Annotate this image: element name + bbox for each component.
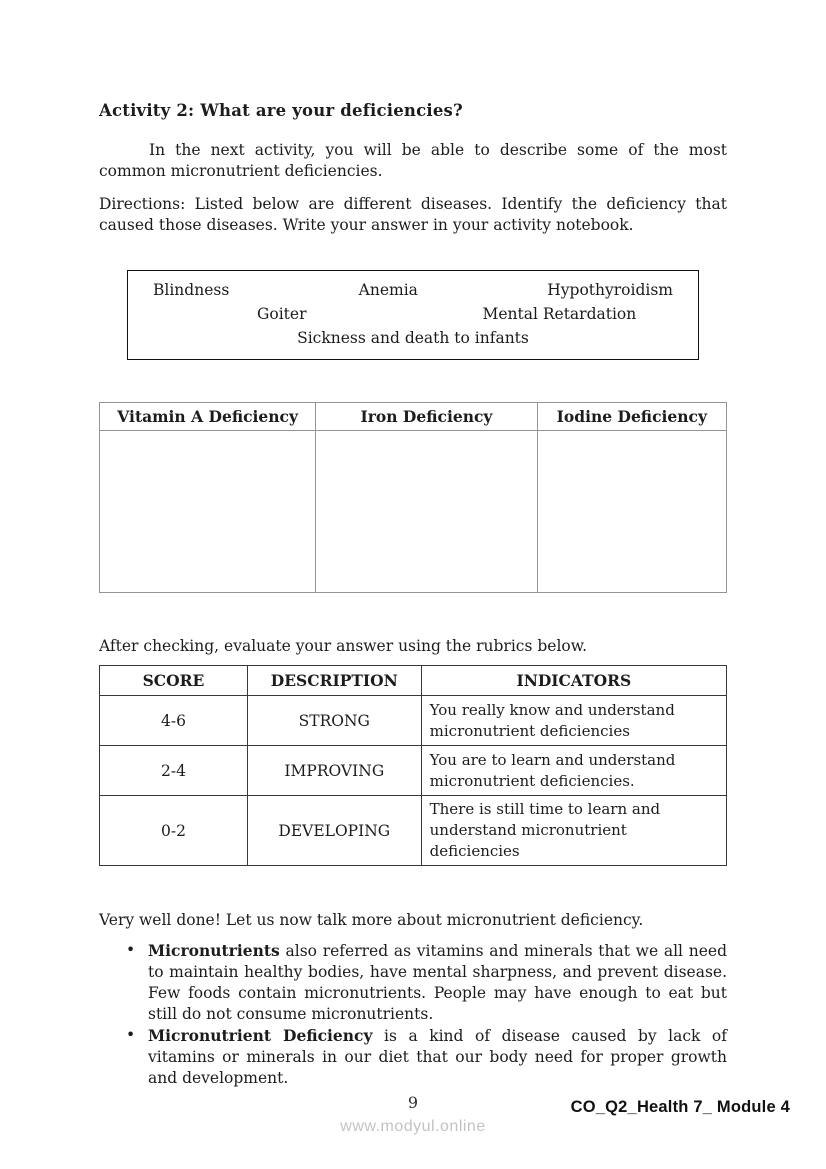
rubric-indicators-cell: You are to learn and understand micronutrient deficiencies.: [421, 746, 726, 796]
discussion-bullet-list: [99, 940, 727, 1089]
bullet-text-micronutrient-deficiency: [148, 1025, 727, 1089]
answer-table-header-row: [100, 403, 727, 431]
rubric-row-strong: [100, 696, 727, 746]
answer-table-body-row: [100, 431, 727, 593]
rubric-score-cell: 0-2: [100, 796, 248, 866]
discussion-lead: Very well done! Let us now talk more about micronutrient deficiency.: [99, 911, 644, 929]
rubric-row-developing: [100, 796, 727, 866]
bullet-icon: •: [126, 1026, 136, 1044]
bullet-text-micronutrients: [148, 940, 727, 1025]
bullet-body-text: is a kind of disease caused by lack of vitamins or minerals in our diet that our body need for proper growth and development.: [148, 1027, 727, 1087]
word-bank-item-mental-retardation: Mental Retardation: [482, 305, 637, 323]
rubric-row-improving: [100, 746, 727, 796]
page-number: 9: [407, 1093, 419, 1112]
rubric-header-description: DESCRIPTION: [247, 666, 421, 696]
page-content: [99, 0, 727, 1089]
rubric-indicators-cell: There is still time to learn and understand micronutrient deficiencies: [421, 796, 726, 866]
word-bank-item-blindness: Blindness: [153, 281, 230, 299]
bullet-icon: •: [126, 941, 136, 959]
deficiency-answer-table: [99, 402, 727, 593]
answer-cell-vitamin-a: [100, 431, 316, 593]
word-bank-item-sickness: Sickness and death to infants: [297, 329, 529, 347]
term-micronutrient-deficiency: Micronutrient Deficiency: [148, 1026, 373, 1045]
directions-paragraph: Directions: Listed below are different diseases. Identify the deficiency that caused those diseases. Write your answer in your activity notebook.: [99, 195, 727, 234]
term-micronutrients: Micronutrients: [148, 941, 280, 960]
module-label: CO_Q2_Health 7_ Module 4: [570, 1098, 790, 1116]
word-bank-row-1: [153, 278, 673, 302]
rubric-header-indicators: INDICATORS: [421, 666, 726, 696]
word-bank-row-3: [153, 326, 673, 350]
word-bank-box: [127, 270, 699, 360]
activity-title: Activity 2: What are your deficiencies?: [99, 101, 463, 120]
word-bank-item-anemia: Anemia: [358, 281, 418, 299]
rubric-score-cell: 2-4: [100, 746, 248, 796]
watermark: www.modyul.online: [340, 1118, 486, 1135]
rubric-description-cell: STRONG: [247, 696, 421, 746]
answer-table-header-iodine: Iodine Deficiency: [537, 403, 726, 431]
answer-table-header-vitamin-a: Vitamin A Deficiency: [100, 403, 316, 431]
rubric-header-row: [100, 666, 727, 696]
rubric-table: [99, 665, 727, 866]
word-bank-item-goiter: Goiter: [257, 305, 307, 323]
rubric-score-cell: 4-6: [100, 696, 248, 746]
list-item: [99, 1025, 727, 1089]
rubric-indicators-cell: You really know and understand micronutrient deficiencies: [421, 696, 726, 746]
rubric-intro: After checking, evaluate your answer using the rubrics below.: [99, 637, 588, 655]
answer-cell-iron: [316, 431, 537, 593]
rubric-header-score: SCORE: [100, 666, 248, 696]
word-bank-row-2: [153, 302, 673, 326]
answer-table-header-iron: Iron Deficiency: [316, 403, 537, 431]
bullet-body-text: also referred as vitamins and minerals that we all need to maintain healthy bodies, have mental sharpness, and prevent disease. Few foods contain micronutrients. People may have enough to eat but still do not consume micronutrients.: [148, 942, 727, 1023]
rubric-description-cell: DEVELOPING: [247, 796, 421, 866]
rubric-description-cell: IMPROVING: [247, 746, 421, 796]
answer-cell-iodine: [537, 431, 726, 593]
list-item: [99, 940, 727, 1025]
word-bank-item-hypothyroidism: Hypothyroidism: [547, 281, 673, 299]
intro-paragraph: In the next activity, you will be able to describe some of the most common micronutrient deficiencies.: [99, 141, 727, 180]
